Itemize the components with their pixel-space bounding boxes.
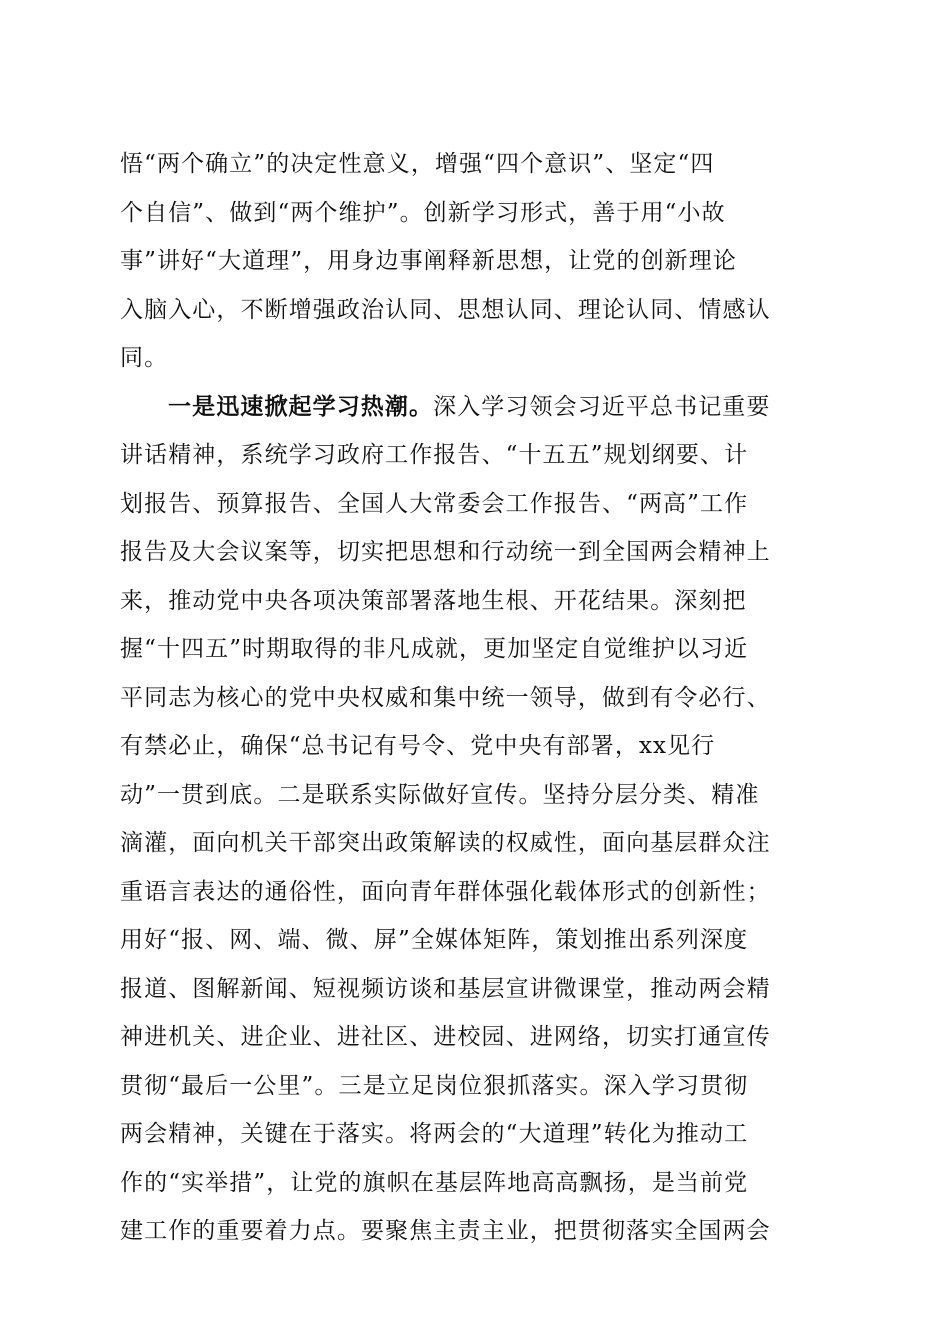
paragraph-first-line <box>120 383 830 432</box>
text-line: 报道、图解新闻、短视频访谈和基层宣讲微课堂，推动两会精 <box>120 975 771 1002</box>
text-line: 建工作的重要着力点。要聚焦主责主业，把贯彻落实全国两会 <box>120 1218 771 1244</box>
text-line: 两会精神，关键在于落实。将两会的“大道理”转化为推动工 <box>120 1121 749 1147</box>
text-line: 讲话精神，系统学习政府工作报告、“十五五”规划纲要、计 <box>120 442 749 468</box>
text-line: 握“十四五”时期取得的非凡成就，更加坚定自觉维护以习近 <box>120 636 749 662</box>
text-line: 滴灌，面向机关干部突出政策解读的权威性，面向基层群众注 <box>120 830 771 856</box>
text-line: 报告及大会议案等，切实把思想和行动统一到全国两会精神上 <box>120 539 771 565</box>
text-line: 同。 <box>120 345 169 371</box>
section-heading-emphasis: 一是迅速掀起学习热潮。 <box>168 392 434 420</box>
text-line: 事”讲好“大道理”，用身边事阐释新思想，让党的创新理论 <box>120 248 737 274</box>
text-line: 入脑入心，不断增强政治认同、思想认同、理论认同、情感认 <box>120 296 771 323</box>
text-line: 作的“实举措”，让党的旗帜在基层阵地高高飘扬，是当前党 <box>120 1169 749 1196</box>
text-span: 深入学习领会习近平总书记重要 <box>433 393 771 420</box>
text-line: 神进机关、进企业、进社区、进校园、进网络，切实打通宣传 <box>120 1024 771 1050</box>
text-line: 平同志为核心的党中央权威和集中统一领导，做到有令必行、 <box>120 684 771 711</box>
text-line: 重语言表达的通俗性，面向青年群体强化载体形式的创新性； <box>120 878 771 905</box>
text-line: 悟“两个确立”的决定性意义，增强“四个意识”、坚定“四 <box>120 151 715 177</box>
text-line: 个自信”、做到“两个维护”。创新学习形式，善于用“小故 <box>120 199 726 226</box>
text-line: 用好“报、网、端、微、屏”全媒体矩阵，策划推出系列深度 <box>120 927 749 953</box>
text-line: 划报告、预算报告、全国人大常委会工作报告、“两高”工作 <box>120 490 749 517</box>
text-line: 动”一贯到底。二是联系实际做好宣传。坚持分层分类、精准 <box>120 781 760 808</box>
text-line: 贯彻“最后一公里”。三是立足岗位狠抓落实。深入学习贯彻 <box>120 1072 749 1099</box>
text-line: 有禁必止，确保“总书记有号令、党中央有部署，xx见行 <box>120 733 716 759</box>
body-text <box>120 140 830 1256</box>
text-line: 来，推动党中央各项决策部署落地生根、开花结果。深刻把 <box>120 587 747 614</box>
